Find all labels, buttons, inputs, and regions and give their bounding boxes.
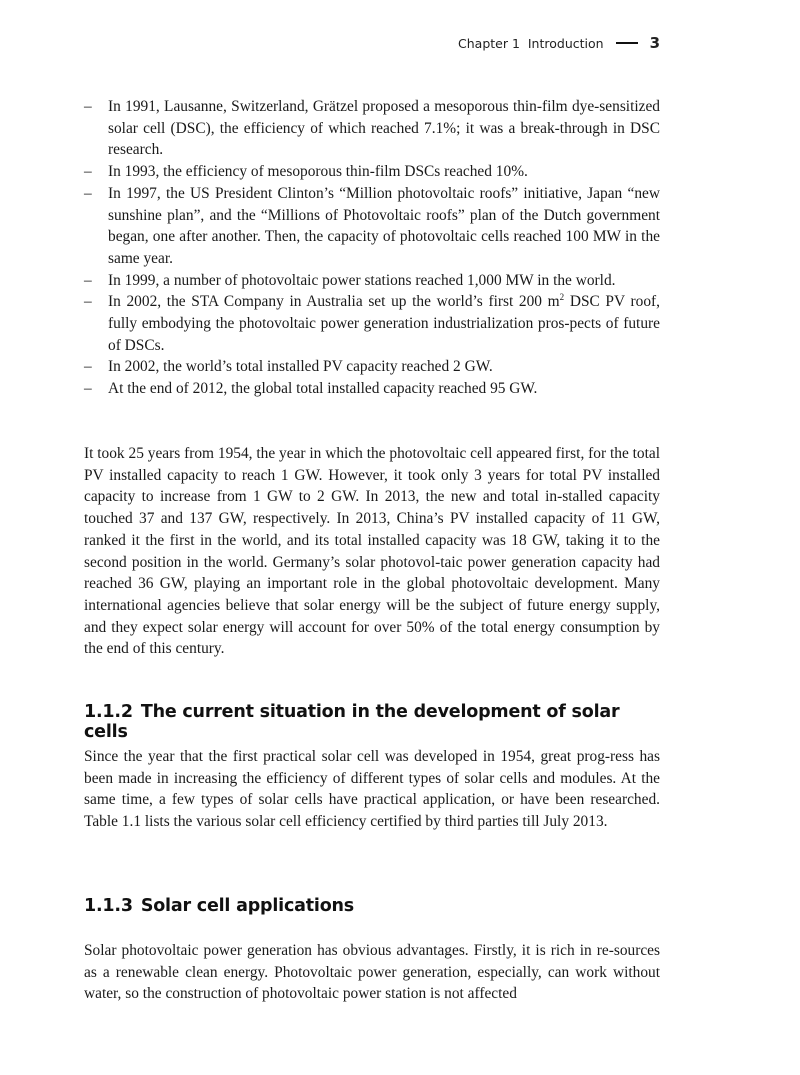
list-item: – In 1991, Lausanne, Switzerland, Grätzel proposed a mesoporous thin-film dye-sensitized solar cell (DSC), the efficiency of which reached 7.1%; it was a break-through in DSC research.: [84, 98, 660, 159]
dash-marker: –: [84, 293, 92, 311]
dash-marker: –: [84, 184, 92, 202]
chapter-label: Chapter 1 Introduction: [458, 35, 604, 51]
dash-marker: –: [84, 380, 92, 398]
section-number: 1.1.2: [84, 702, 133, 722]
running-header: [458, 34, 660, 52]
list-item: – In 1997, the US President Clinton’s “Million photovoltaic roofs” initiative, Japan “new sunshine plan”, and the “Millions of Photovoltaic roofs” plan of the Dutch government began, one after another. Then, the capacity of photovoltaic cells reached 100 MW in the same year.: [84, 184, 660, 267]
section-heading: [84, 896, 354, 916]
dash-marker: –: [84, 271, 92, 289]
list-item: – In 1999, a number of photovoltaic power stations reached 1,000 MW in the world.: [84, 270, 660, 292]
list-item: – At the end of 2012, the global total installed capacity reached 95 GW.: [84, 378, 660, 400]
section-number: 1.1.3: [84, 896, 133, 916]
dash-marker: –: [84, 163, 92, 181]
section-heading: [84, 702, 660, 742]
list-item: – In 2002, the world’s total installed PV capacity reached 2 GW.: [84, 356, 660, 378]
milestone-list: [84, 96, 660, 400]
body-paragraph: Solar photovoltaic power generation has obvious advantages. Firstly, it is rich in re-sources as a renewable clean energy. Photovoltaic power generation, especially, can work without water, so the construction of photovoltaic power station is not affected: [84, 942, 660, 1003]
dash-marker: –: [84, 98, 92, 115]
section-title: The current situation in the development of solar cells: [84, 702, 620, 742]
header-rule: [616, 42, 638, 44]
body-paragraph: Since the year that the first practical solar cell was developed in 1954, great prog-ress has been made in increasing the efficiency of different types of solar cells and modules. At the same time, a few types of solar cells have practical application, or have been researched. Table 1.1 lists the various solar cell efficiency certified by third parties till July 2013.: [84, 748, 660, 831]
list-item: – In 1993, the efficiency of mesoporous thin-film DSCs reached 10%.: [84, 161, 660, 183]
list-item: – In 2002, the STA Company in Australia set up the world’s first 200 $m^2$ DSC PV roof, fully embodying the photovoltaic power generation industrialization pros-pects of future of DSCs.: [84, 292, 660, 354]
body-paragraph: It took 25 years from 1954, the year in which the photovoltaic cell appeared first, for the total PV installed capacity to reach 1 GW. However, it took only 3 years for total PV installed capacity to increase from 1 GW to 2 GW. In 2013, the new and total in-stalled capacity touched 37 and 137 GW, respectively. In 2013, China’s PV installed capacity of 11 GW, ranked it the first in the world, and its total installed capacity was 18 GW, taking it to the second position in the world. Germany’s solar photovol-taic power generation capacity had reached 36 GW, playing an important role in the global photovoltaic development. Many international agencies believe that solar energy will be the subject of future energy supply, and they expect solar energy will account for over 50% of the total energy consumption by the end of this century.: [84, 445, 660, 658]
page-number: 3: [649, 34, 660, 52]
section-title: Solar cell applications: [140, 896, 355, 916]
dash-marker: –: [84, 358, 92, 376]
superscript: 2: [559, 292, 565, 303]
